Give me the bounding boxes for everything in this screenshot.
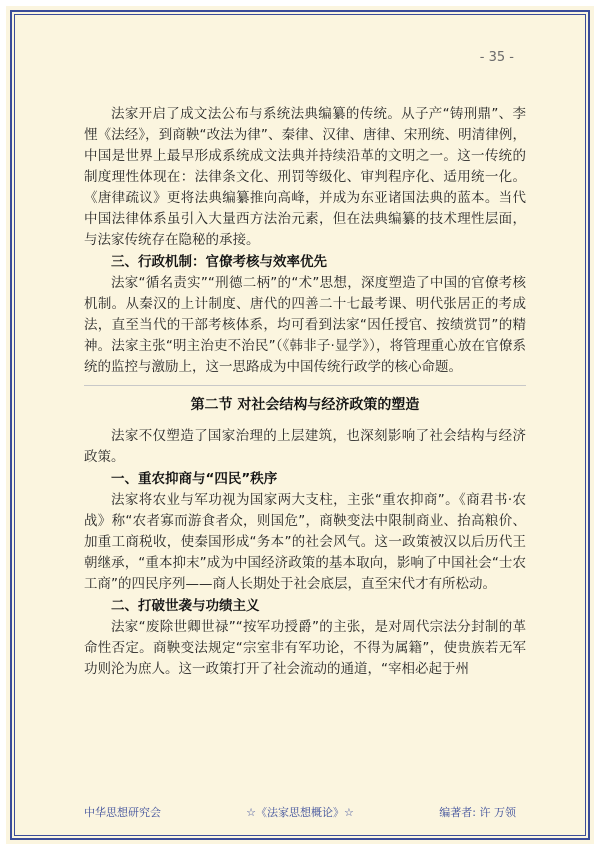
paragraph-intro: 法家不仅塑造了国家治理的上层建筑，也深刻影响了社会结构与经济政策。 bbox=[84, 428, 526, 465]
heading-agriculture: 一、重农抑商与“四民”秩序 bbox=[111, 471, 278, 487]
paragraph-agriculture: 法家将农业与军功视为国家两大支柱，主张“重农抑商”。《商君书·农战》称“农者寡而游食者众，则国危”，商鞅变法中限制商业、抬高粮价、加重工商税收，使秦国形成“务本”的社会风气。这一政策被汉以后历代王朝继承，“重本抑末”成为中国经济政策的基本取向，影响了中国社会“士农工商”的四民序列——商人长期处于社会底层，直至宋代才有所松动。 bbox=[84, 492, 526, 592]
footer-publisher: 中华思想研究会 bbox=[84, 806, 161, 819]
section-title: 第二节 对社会结构与经济政策的塑造 bbox=[190, 397, 420, 413]
paragraph-meritocracy: 法家“废除世卿世禄”“按军功授爵”的主张，是对周代宗法分封制的革命性否定。商鞅变法规定“宗室非有军功论，不得为属籍”，使贵族若无军功则沦为庶人。这一政策打开了社会流动的通道，“宰相必起于州 bbox=[84, 619, 526, 677]
footer-author: 编著者: 许 万领 bbox=[439, 806, 516, 819]
heading-administration: 三、行政机制：官僚考核与效率优先 bbox=[111, 254, 327, 270]
page bbox=[6, 6, 594, 844]
heading-meritocracy: 二、打破世袭与功绩主义 bbox=[111, 598, 260, 614]
paragraph-bureaucracy: 法家“循名责实”“刑德二柄”的“术”思想，深度塑造了中国的官僚考核机制。从秦汉的上计制度、唐代的四善二十七最考课、明代张居正的考成法，直至当代的干部考核体系，均可看到法家“因任授官、按绩赏罚”的精神。法家主张“明主治吏不治民”（《韩非子·显学》），将管理重心放在官僚系统的监控与激励上，这一思路成为中国传统行政学的核心命题。 bbox=[84, 275, 526, 375]
page-footer bbox=[84, 804, 516, 820]
footer-book-title: ☆《法家思想概论》☆ bbox=[246, 806, 354, 819]
section-divider bbox=[84, 385, 526, 386]
page-content bbox=[84, 104, 526, 680]
paragraph-codification: 法家开启了成文法公布与系统法典编纂的传统。从子产“铸刑鼎”、李悝《法经》，到商鞅“改法为律”、秦律、汉律、唐律、宋刑统、明清律例，中国是世界上最早形成系统成文法典并持续沿革的文明之一。这一传统的制度理性体现在：法律条文化、刑罚等级化、审判程序化、适用统一化。《唐律疏议》更将法典编纂推向高峰，并成为东亚诸国法典的蓝本。当代中国法律体系虽引入大量西方法治元素，但在法典编纂的技术理性层面，与法家传统存在隐秘的承接。 bbox=[84, 106, 526, 248]
page-number: - 35 - bbox=[479, 50, 514, 65]
